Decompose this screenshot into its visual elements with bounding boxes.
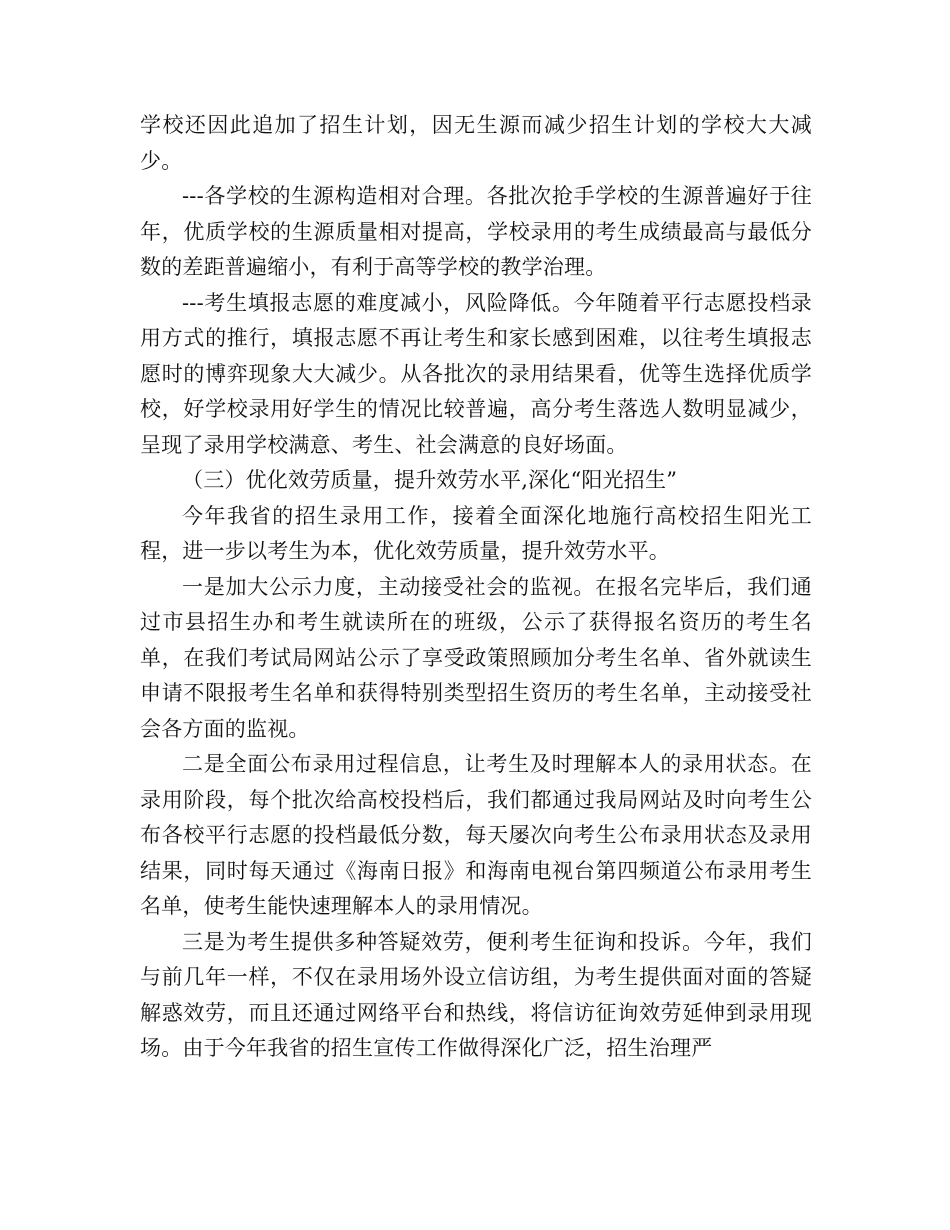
paragraph-5: 一是加大公示力度，主动接受社会的监视。在报名完毕后，我们通过市县招生办和考生就读所在的班级，公示了获得报名资历的考生名单，在我们考试局网站公示了享受政策照顾加分考生名单、省外就读生申请不限报考生名单和获得特别类型招生资历的考生名单，主动接受社会各方面的监视。	[140, 574, 812, 741]
paragraph-2: ---各学校的生源构造相对合理。各批次抢手学校的生源普遍好于往年，优质学校的生源质量相对提高，学校录用的考生成绩最高与最低分数的差距普遍缩小，有利于高等学校的教学治理。	[140, 184, 812, 279]
document-body	[140, 108, 812, 1067]
paragraph-3: ---考生填报志愿的难度减小，风险降低。今年随着平行志愿投档录用方式的推行，填报志愿不再让考生和家长感到困难，以往考生填报志愿时的博弈现象大大减少。从各批次的录用结果看，优等生选择优质学校，好学校录用好学生的情况比较普遍，高分考生落选人数明显减少，呈现了录用学校满意、考生、社会满意的良好场面。	[140, 290, 812, 457]
paragraph-6: 二是全面公布录用过程信息，让考生及时理解本人的录用状态。在录用阶段，每个批次给高校投档后，我们都通过我局网站及时向考生公布各校平行志愿的投档最低分数，每天屡次向考生公布录用状态及录用结果，同时每天通过《海南日报》和海南电视台第四频道公布录用考生名单，使考生能快速理解本人的录用情况。	[140, 752, 812, 918]
paragraph-7: 三是为考生提供多种答疑效劳，便利考生征询和投诉。今年，我们与前几年一样，不仅在录用场外设立信访组，为考生提供面对面的答疑解惑效劳，而且还通过网络平台和热线，将信访征询效劳延伸到录用现场。由于今年我省的招生宣传工作做得深化广泛，招生治理严	[140, 929, 812, 1060]
paragraph-4: 今年我省的招生录用工作，接着全面深化地施行高校招生阳光工程，进一步以考生为本，优化效劳质量，提升效劳水平。	[140, 503, 812, 563]
section-heading: （三）优化效劳质量，提升效劳水平,深化“阳光招生”	[182, 468, 678, 492]
paragraph-1: 学校还因此追加了招生计划，因无生源而减少招生计划的学校大大减少。	[140, 113, 812, 173]
